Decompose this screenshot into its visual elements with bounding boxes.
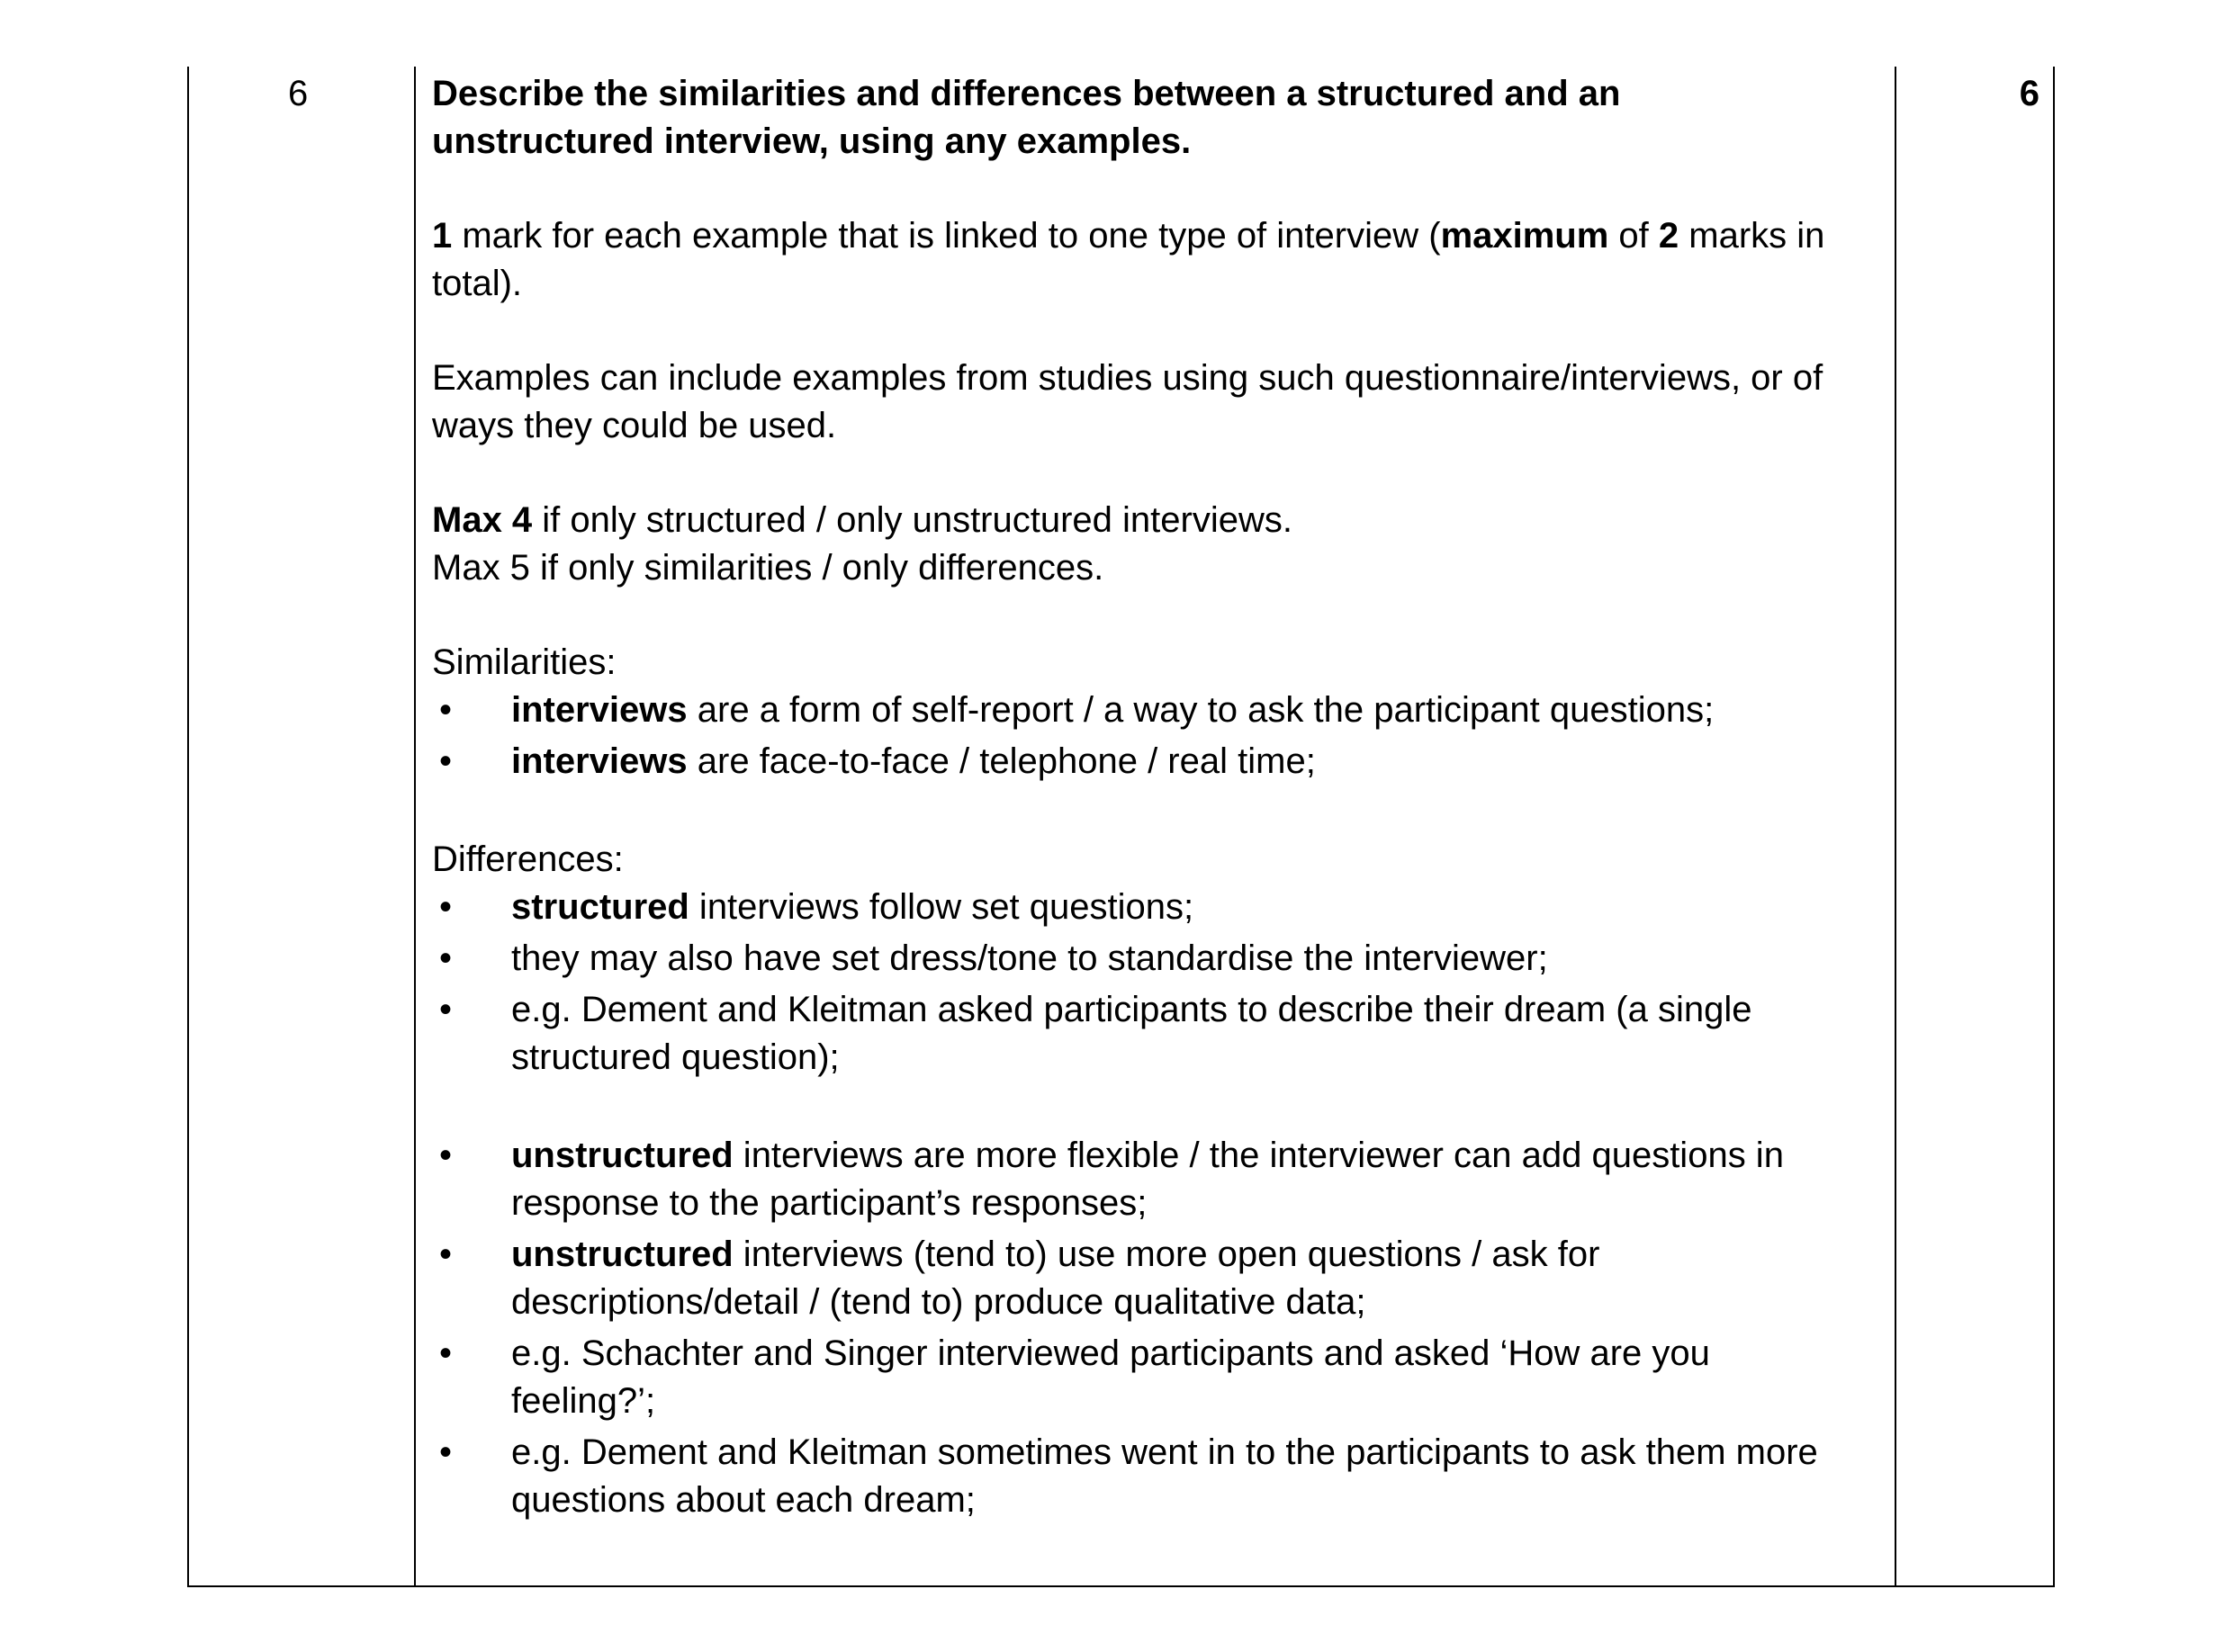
question-number: 6 (288, 74, 309, 113)
unstructured-difference-item: • unstructured interviews (tend to) use more open questions / ask for descriptions/detail / (tend to) produce qualitative data; (432, 1231, 1836, 1326)
marks-total: 6 (2019, 74, 2039, 113)
examples-note: Examples can include examples from studies using such questionnaire/interviews, or of ways they could be used. (432, 358, 1823, 445)
max4-rule: Max 4 if only structured / only unstructured interviews. (432, 500, 1292, 540)
mark-rule: 1 mark for each example that is linked to one type of interview (maximum of 2 marks in total). (432, 216, 1825, 303)
unstructured-difference-item: • e.g. Dement and Kleitman sometimes went in to the participants to ask them more questions about each dream; (432, 1429, 1836, 1524)
differences-heading: Differences: (432, 839, 624, 879)
bullet-icon: • (439, 1333, 453, 1373)
bullet-icon: • (439, 741, 453, 781)
table-border-right (2053, 67, 2055, 1585)
structured-difference-item: • structured interviews follow set questions; (432, 884, 1836, 931)
table-border-bottom (187, 1585, 2055, 1587)
bullet-icon: • (439, 1136, 453, 1175)
bullet-icon: • (439, 938, 453, 978)
table-border-left (187, 67, 189, 1585)
unstructured-difference-item: • unstructured interviews are more flexible / the interviewer can add questions in response to the participant’s responses; (432, 1132, 1836, 1227)
bullet-icon: • (439, 990, 453, 1029)
bullet-icon: • (439, 1432, 453, 1472)
bullet-icon: • (439, 1235, 453, 1274)
unstructured-differences-list (432, 1132, 1836, 1524)
structured-differences-list (432, 884, 1836, 1082)
similarity-item: • interviews are a form of self-report / a way to ask the participant questions; (432, 687, 1836, 734)
similarities-heading: Similarities: (432, 642, 617, 682)
structured-difference-item: • they may also have set dress/tone to standardise the interviewer; (432, 935, 1836, 983)
unstructured-difference-item: • e.g. Schachter and Singer interviewed participants and asked ‘How are you feeling?’; (432, 1330, 1836, 1425)
similarity-item: • interviews are face-to-face / telephone / real time; (432, 738, 1836, 786)
max5-rule: Max 5 if only similarities / only differences. (432, 548, 1104, 588)
table-divider-1 (414, 67, 416, 1585)
bullet-icon: • (439, 887, 453, 927)
bullet-icon: • (439, 690, 453, 730)
table-divider-2 (1895, 67, 1896, 1585)
similarities-list (432, 687, 1836, 786)
mark-scheme-content (432, 70, 1836, 1528)
question-text: Describe the similarities and differences between a structured and an unstructured interview, using any examples. (432, 74, 1621, 161)
structured-difference-item: • e.g. Dement and Kleitman asked participants to describe their dream (a single structured question); (432, 986, 1836, 1082)
